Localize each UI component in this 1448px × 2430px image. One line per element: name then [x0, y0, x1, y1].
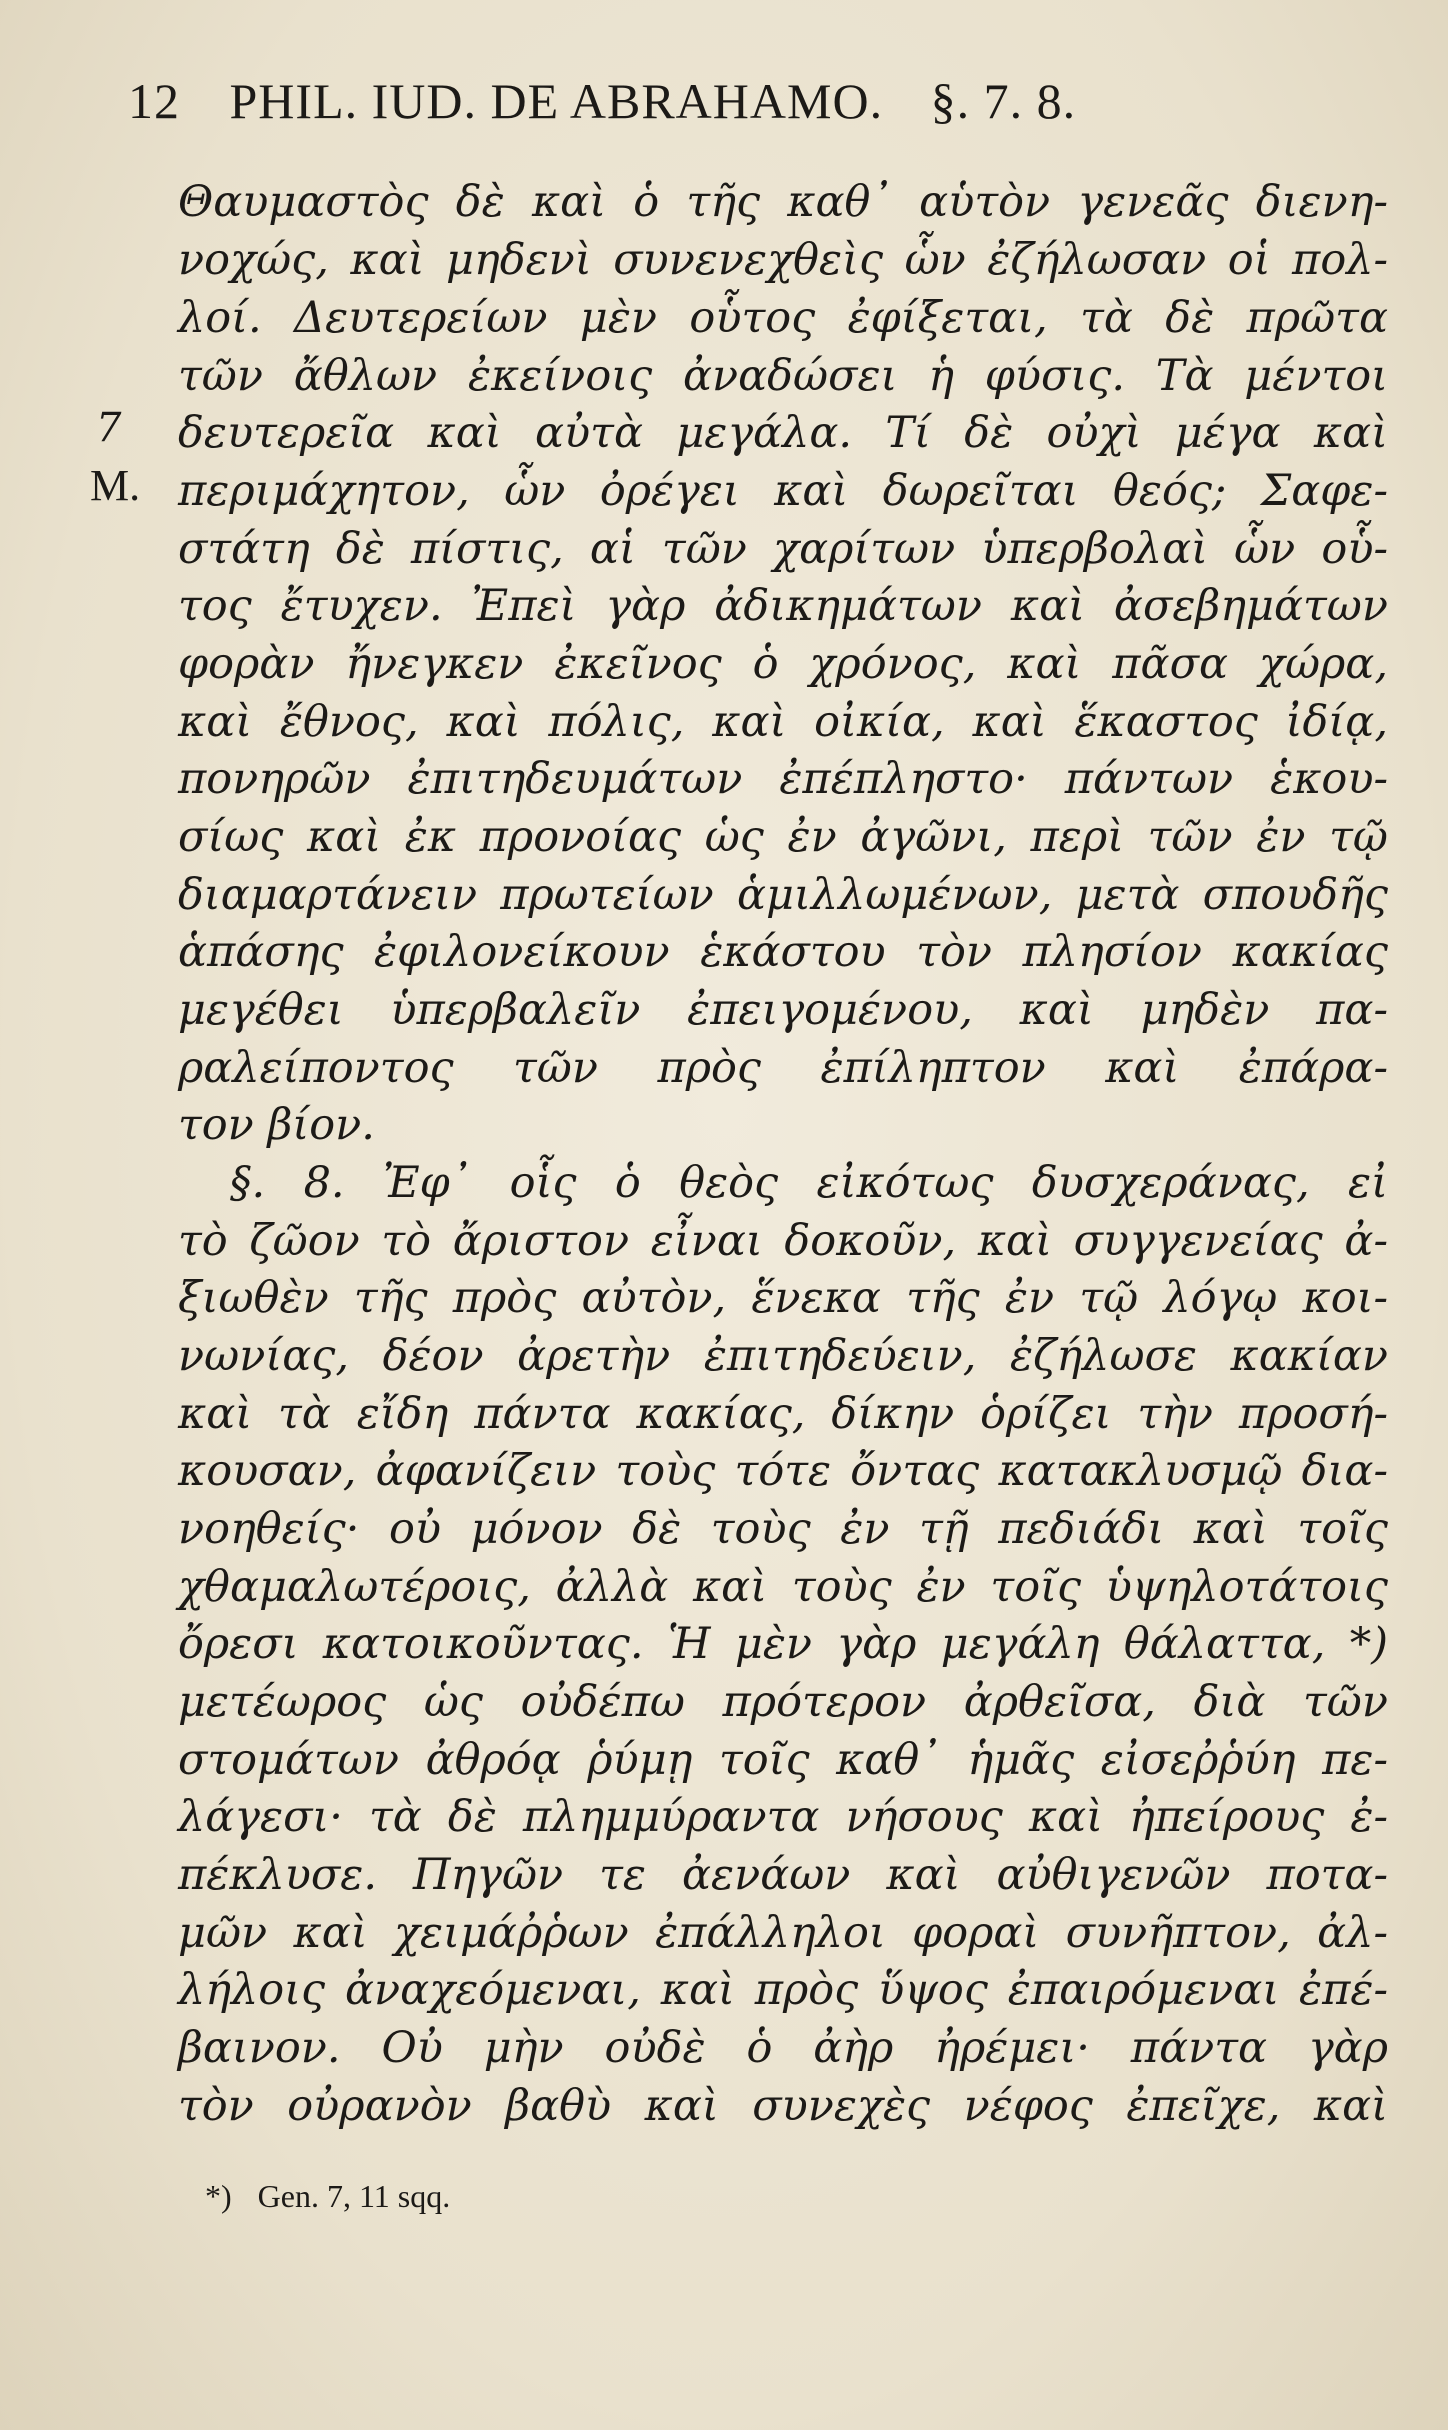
text-line: καὶ τὰ εἴδη πάντα κακίας, δίκην ὁρίζει τὴν προσή-: [178, 1389, 1388, 1439]
text-line: ὄρεσι κατοικοῦντας. Ἡ μὲν γὰρ μεγάλη θάλαττα, *): [178, 1619, 1388, 1669]
footnote: [205, 2178, 450, 2215]
text-line: μῶν καὶ χειμάῤῥων ἐπάλληλοι φοραὶ συνῆπτον, ἀλ-: [178, 1908, 1388, 1958]
text-line: τὸν οὐρανὸν βαθὺ καὶ συνεχὲς νέφος ἐπεῖχε, καὶ: [178, 2081, 1388, 2131]
text-line: στάτη δὲ πίστις, αἱ τῶν χαρίτων ὑπερβολαὶ ὧν οὗ-: [178, 524, 1388, 574]
text-line: λοί. Δευτερείων μὲν οὗτος ἐφίξεται, τὰ δὲ πρῶτα: [178, 293, 1388, 343]
text-line: σίως καὶ ἐκ προνοίας ὡς ἐν ἀγῶνι, περὶ τῶν ἐν τῷ: [178, 812, 1388, 862]
text-line: Θαυμαστὸς δὲ καὶ ὁ τῆς καθ᾽ αὑτὸν γενεᾶς διενη-: [178, 177, 1388, 227]
text-line: πονηρῶν ἐπιτηδευμάτων ἐπέπληστο· πάντων ἑκου-: [178, 754, 1388, 804]
footnote-mark: *): [205, 2178, 232, 2214]
text-line: λήλοις ἀναχεόμεναι, καὶ πρὸς ὕψος ἐπαιρόμεναι ἐπέ-: [178, 1965, 1388, 2015]
text-line: νοηθείς· οὐ μόνον δὲ τοὺς ἐν τῇ πεδιάδι καὶ τοῖς: [178, 1504, 1388, 1554]
text-line: ραλείποντος τῶν πρὸς ἐπίληπτον καὶ ἐπάρα-: [178, 1043, 1388, 1093]
margin-number: 7: [96, 405, 122, 451]
text-line: καὶ ἔθνος, καὶ πόλις, καὶ οἰκία, καὶ ἕκαστος ἰδίᾳ,: [178, 697, 1388, 747]
text-line: ἁπάσης ἐφιλονείκουν ἑκάστου τὸν πλησίον κακίας: [178, 927, 1388, 977]
section-marker: §. 7. 8.: [930, 73, 1077, 129]
text-line: τὸ ζῶον τὸ ἄριστον εἶναι δοκοῦν, καὶ συγγενείας ἀ-: [178, 1216, 1388, 1266]
text-line: νοχώς, καὶ μηδενὶ συνενεχθεὶς ὧν ἐζήλωσαν οἱ πολ-: [178, 235, 1388, 285]
text-line: κουσαν, ἀφανίζειν τοὺς τότε ὄντας κατακλυσμῷ δια-: [178, 1446, 1388, 1496]
page-number: 12: [128, 73, 180, 129]
text-line: ξιωθὲν τῆς πρὸς αὐτὸν, ἕνεκα τῆς ἐν τῷ λόγῳ κοι-: [178, 1273, 1388, 1323]
footnote-text: Gen. 7, 11 sqq.: [257, 2178, 451, 2214]
text-line: νωνίας, δέον ἀρετὴν ἐπιτηδεύειν, ἐζήλωσε κακίαν: [178, 1331, 1388, 1381]
text-line: τον βίον.: [178, 1100, 375, 1150]
text-line: τῶν ἄθλων ἐκείνοις ἀναδώσει ἡ φύσις. Τὰ μέντοι: [178, 351, 1388, 401]
text-line: φορὰν ἤνεγκεν ἐκεῖνος ὁ χρόνος, καὶ πᾶσα χώρα,: [178, 639, 1388, 689]
text-line: χθαμαλωτέροις, ἀλλὰ καὶ τοὺς ἐν τοῖς ὑψηλοτάτοις: [178, 1562, 1388, 1612]
text-line: λάγεσι· τὰ δὲ πλημμύραντα νήσους καὶ ἠπείρους ἐ-: [178, 1792, 1388, 1842]
margin-letter: M.: [90, 461, 141, 510]
running-header: [128, 72, 1328, 132]
section-8-heading-line: §. 8. Ἐφ᾽ οἷς ὁ θεὸς εἰκότως δυσχεράνας, εἰ: [230, 1158, 1388, 1208]
text-line: βαινον. Οὐ μὴν οὐδὲ ὁ ἀὴρ ἠρέμει· πάντα γὰρ: [178, 2023, 1388, 2073]
text-line: περιμάχητον, ὧν ὀρέγει καὶ δωρεῖται θεός; Σαφε-: [178, 466, 1388, 516]
text-line: μετέωρος ὡς οὐδέπω πρότερον ἀρθεῖσα, διὰ τῶν: [178, 1677, 1388, 1727]
text-line: μεγέθει ὑπερβαλεῖν ἐπειγομένου, καὶ μηδὲν πα-: [178, 985, 1388, 1035]
text-line: δευτερεῖα καὶ αὐτὰ μεγάλα. Τί δὲ οὐχὶ μέγα καὶ: [178, 408, 1388, 458]
text-line: τος ἔτυχεν. Ἐπεὶ γὰρ ἀδικημάτων καὶ ἀσεβημάτων: [178, 581, 1388, 631]
text-line: στομάτων ἀθρόᾳ ῥύμῃ τοῖς καθ᾽ ἡμᾶς εἰσεῤῥύη πε-: [178, 1735, 1388, 1785]
running-title: PHIL. IUD. DE ABRAHAMO.: [229, 73, 884, 129]
text-line: πέκλυσε. Πηγῶν τε ἀενάων καὶ αὐθιγενῶν ποτα-: [178, 1850, 1388, 1900]
text-line: διαμαρτάνειν πρωτείων ἁμιλλωμένων, μετὰ σπουδῆς: [178, 870, 1388, 920]
